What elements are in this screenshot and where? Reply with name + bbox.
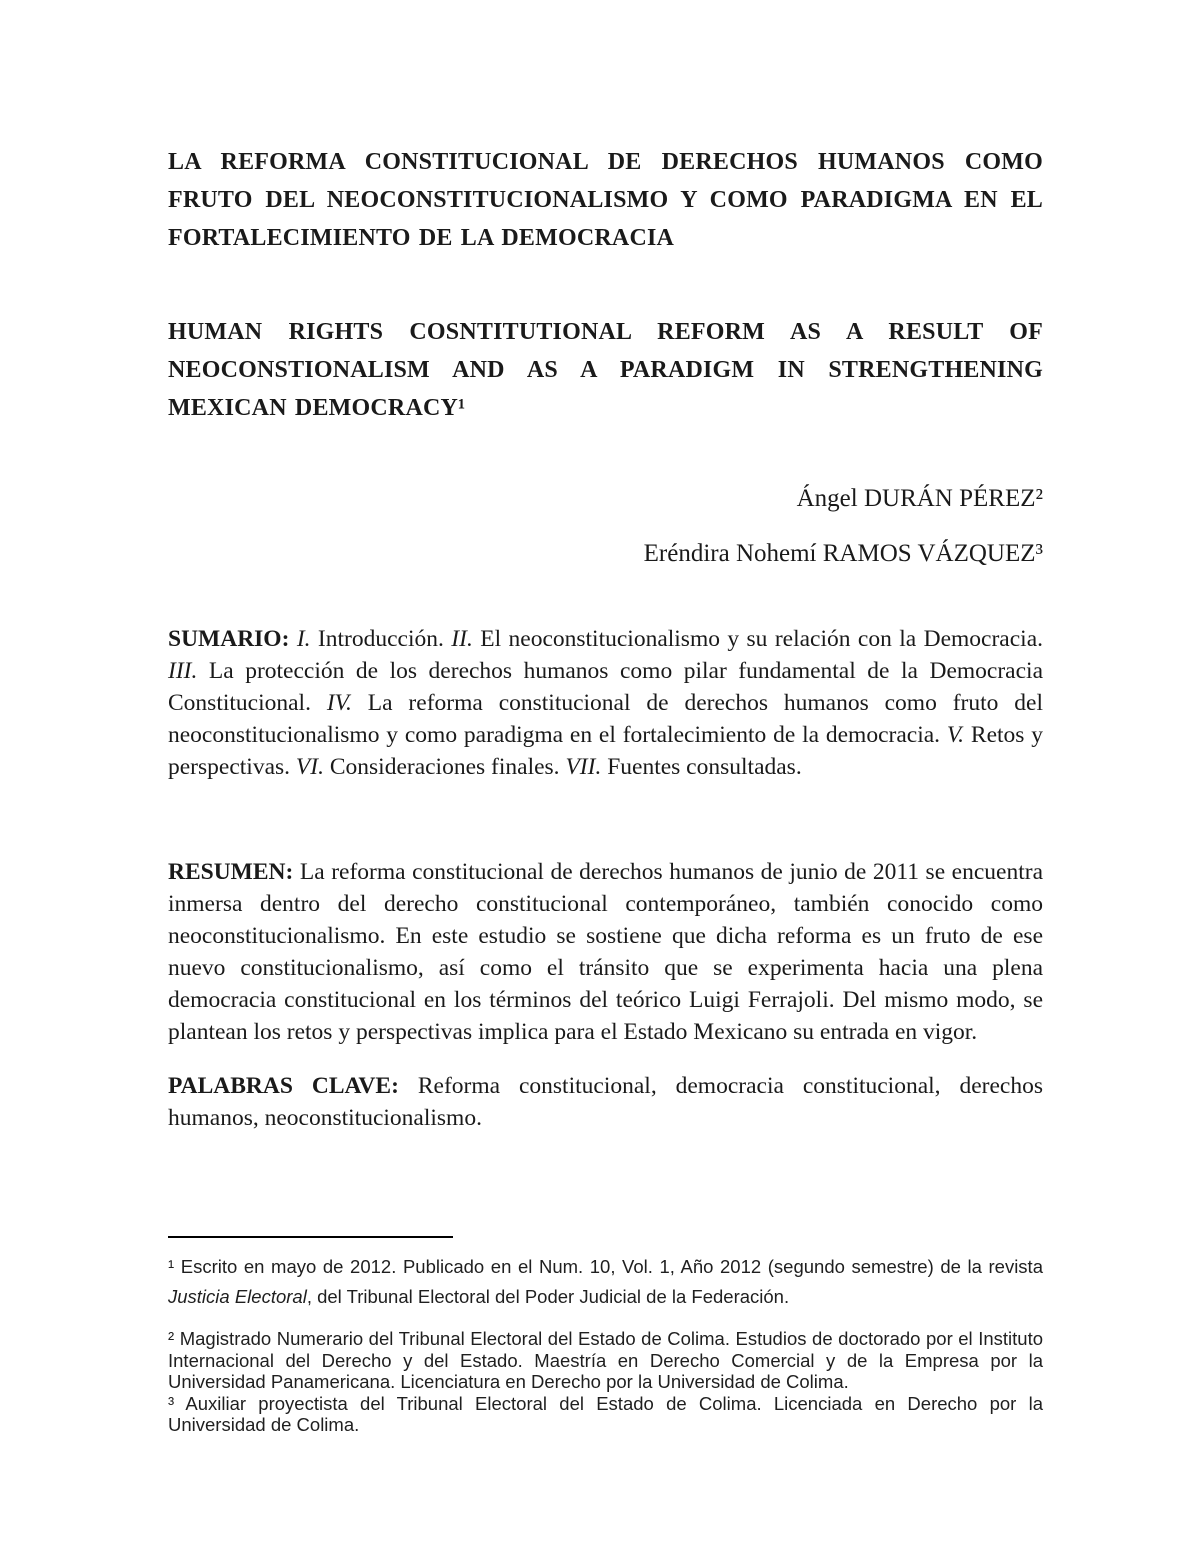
footnote-2: ² Magistrado Numerario del Tribunal Electoral del Estado de Colima. Estudios de doctorado por el Instituto Internacional del Derecho y del Estado. Maestría en Derecho Comercial y de la Empresa por la Universidad Panamericana. Licenciatura en Derecho por la Universidad de Colima. (168, 1328, 1043, 1392)
summary-paragraph (168, 623, 1043, 783)
text-segment: VI. (295, 754, 324, 780)
keywords-paragraph (168, 1070, 1043, 1134)
abstract-paragraph (168, 856, 1043, 1048)
text-segment: Fuentes consultadas. (601, 754, 802, 780)
text-segment: VII. (565, 754, 602, 780)
text-segment: ¹ Escrito en mayo de 2012. Publicado en el Num. 10, Vol. 1, Año 2012 (segundo semestre) de la revista (168, 1256, 1043, 1277)
keywords-text: Reforma constitucional, democracia constitucional, derechos humanos, neoconstitucionalismo. (168, 1073, 1043, 1131)
author-name-2: Eréndira Nohemí RAMOS VÁZQUEZ³ (643, 540, 1043, 567)
footnote-block (168, 1236, 1043, 1436)
text-segment: El neoconstitucionalismo y su relación con la Democracia. (472, 626, 1043, 652)
text-segment: La protección de los derechos humanos como pilar fundamental de la Democracia Constitucional. (168, 658, 1043, 716)
text-segment: , del Tribunal Electoral del Poder Judicial de la Federación. (306, 1286, 790, 1307)
text-segment: Justicia Electoral (168, 1286, 307, 1307)
text-segment: Consideraciones finales. (323, 754, 566, 780)
author-block (168, 483, 1043, 569)
text-segment: III. (168, 658, 198, 684)
abstract-label: RESUMEN: (168, 859, 294, 885)
text-segment: IV. (326, 690, 352, 716)
text-segment: II. (451, 626, 473, 652)
text-segment: I. (296, 626, 311, 652)
abstract-text: La reforma constitucional de derechos humanos de junio de 2011 se encuentra inmersa dentro del derecho constitucional contemporáneo, también conocido como neoconstitucionalismo. En este estudio se sostiene que dicha reforma es un fruto de ese nuevo constitucionalismo, así como el tránsito que se experimenta hacia una plena democracia constitucional en los términos del teórico Luigi Ferrajoli. Del mismo modo, se plantean los retos y perspectivas implica para el Estado Mexicano su entrada en vigor. (168, 859, 1043, 1045)
text-segment: SUMARIO: (168, 626, 297, 652)
author-name-1: Ángel DURÁN PÉREZ² (796, 485, 1043, 512)
text-segment: V. (946, 722, 965, 748)
footnote-3: ³ Auxiliar proyectista del Tribunal Electoral del Estado de Colima. Licenciada en Derecho por la Universidad de Colima. (168, 1392, 1043, 1435)
page-content (168, 143, 1043, 1134)
footnote-1 (168, 1252, 1043, 1312)
text-segment: La reforma constitucional de derechos humanos como fruto del neoconstitucionalismo y como paradigma en el fortalecimiento de la democracia. (168, 690, 1043, 748)
footnote-separator (168, 1236, 453, 1238)
keywords-label: PALABRAS CLAVE: (168, 1073, 399, 1099)
article-title-english: HUMAN RIGHTS COSNTITUTIONAL REFORM AS A RESULT OF NEOCONSTIONALISM AND AS A PARADIGM IN STRENGTHENING MEXICAN DEMOCRACY¹ (168, 319, 1043, 421)
text-segment: Introducción. (310, 626, 452, 652)
text-segment: Retos y perspectivas. (168, 722, 1043, 780)
article-title-spanish: LA REFORMA CONSTITUCIONAL DE DERECHOS HUMANOS COMO FRUTO DEL NEOCONSTITUCIONALISMO Y COMO PARADIGMA EN EL FORTALECIMIENTO DE LA DEMOCRACIA (168, 149, 1043, 251)
